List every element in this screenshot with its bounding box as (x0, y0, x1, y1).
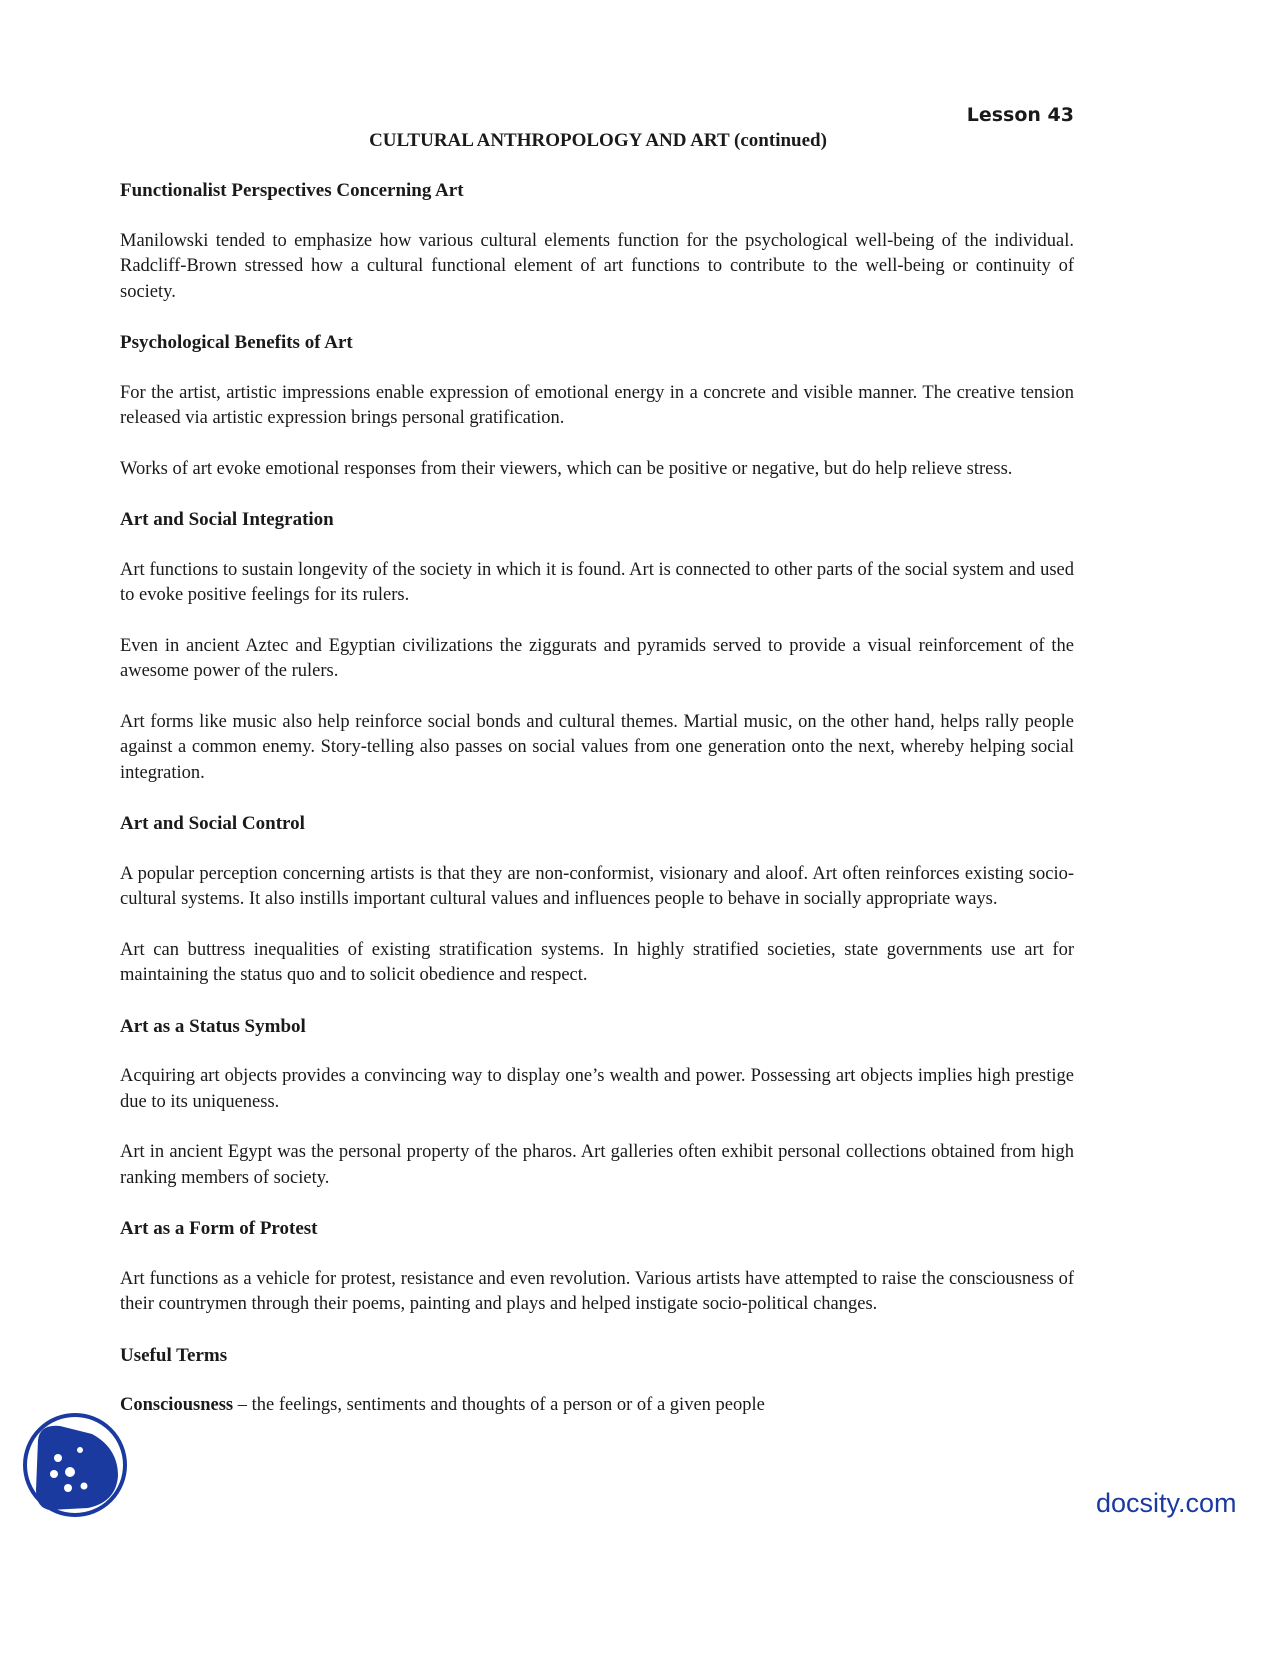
section-useful-terms (120, 1343, 1074, 1419)
section-heading: Art as a Form of Protest (120, 1218, 318, 1239)
lesson-label: Lesson 43 (966, 104, 1074, 126)
section-heading: Art as a Status Symbol (120, 1015, 306, 1037)
term-definition (120, 1393, 1074, 1419)
section-social-integration (120, 507, 1074, 786)
watermark-brand: docsity.com (1096, 1488, 1237, 1518)
paragraph: Manilowski tended to emphasize how various cultural elements function for the psychological well-being of the individual. Radcliff-Brown stressed how a cultural functional element of art functions to contribute to the well-being or continuity of society. (120, 230, 1074, 302)
section-psychological-benefits (120, 330, 1074, 482)
paragraph: Art functions to sustain longevity of the society in which it is found. Art is connected to other parts of the social system and used to evoke positive feelings for its rulers. (120, 559, 1074, 605)
section-heading: Functionalist Perspectives Concerning Art (120, 180, 464, 201)
term-name: Consciousness (120, 1395, 234, 1415)
section-status-symbol (120, 1014, 1074, 1192)
section-functionalist (120, 178, 1074, 305)
paragraph: Art can buttress inequalities of existing stratification systems. In highly stratified societies, state governments use art for maintaining the status quo and to solicit obedience and respect. (120, 939, 1074, 985)
section-heading: Psychological Benefits of Art (120, 332, 353, 353)
document-body (120, 178, 1074, 1444)
paragraph: Even in ancient Aztec and Egyptian civilizations the ziggurats and pyramids served to provide a visual reinforcement of the awesome power of the rulers. (120, 635, 1074, 681)
page-title: CULTURAL ANTHROPOLOGY AND ART (continued) (369, 130, 827, 151)
section-heading: Useful Terms (120, 1344, 228, 1366)
term-text: – the feelings, sentiments and thoughts of a person or of a given people (233, 1395, 765, 1415)
paragraph: Art functions as a vehicle for protest, resistance and even revolution. Various artists have attempted to raise the consciousness of their countrymen through their poems, painting and plays and helped instigate socio-political changes. (120, 1268, 1074, 1314)
paragraph: Art in ancient Egypt was the personal property of the pharos. Art galleries often exhibit personal collections obtained from high ranking members of society. (120, 1142, 1074, 1188)
paragraph: A popular perception concerning artists is that they are non-conformist, visionary and aloof. Art often reinforces existing socio-cultural systems. It also instills important cultural values and influences people to behave in socially appropriate ways. (120, 863, 1074, 909)
docsity-logo-icon (20, 1410, 130, 1520)
paragraph: Acquiring art objects provides a convincing way to display one’s wealth and power. Possessing art objects implies high prestige due to its uniqueness. (120, 1066, 1074, 1112)
section-heading: Art and Social Integration (120, 509, 334, 530)
paragraph: Art forms like music also help reinforce social bonds and cultural themes. Martial music, on the other hand, helps rally people against a common enemy. Story-telling also passes on social values from one generation onto the next, whereby helping social integration. (120, 711, 1074, 783)
section-social-control (120, 811, 1074, 989)
paragraph: For the artist, artistic impressions enable expression of emotional energy in a concrete and visible manner. The creative tension released via artistic expression brings personal gratification. (120, 382, 1074, 428)
paragraph: Works of art evoke emotional responses from their viewers, which can be positive or negative, but do help relieve stress. (120, 458, 1013, 479)
section-heading: Art and Social Control (120, 813, 305, 834)
section-protest (120, 1216, 1074, 1318)
